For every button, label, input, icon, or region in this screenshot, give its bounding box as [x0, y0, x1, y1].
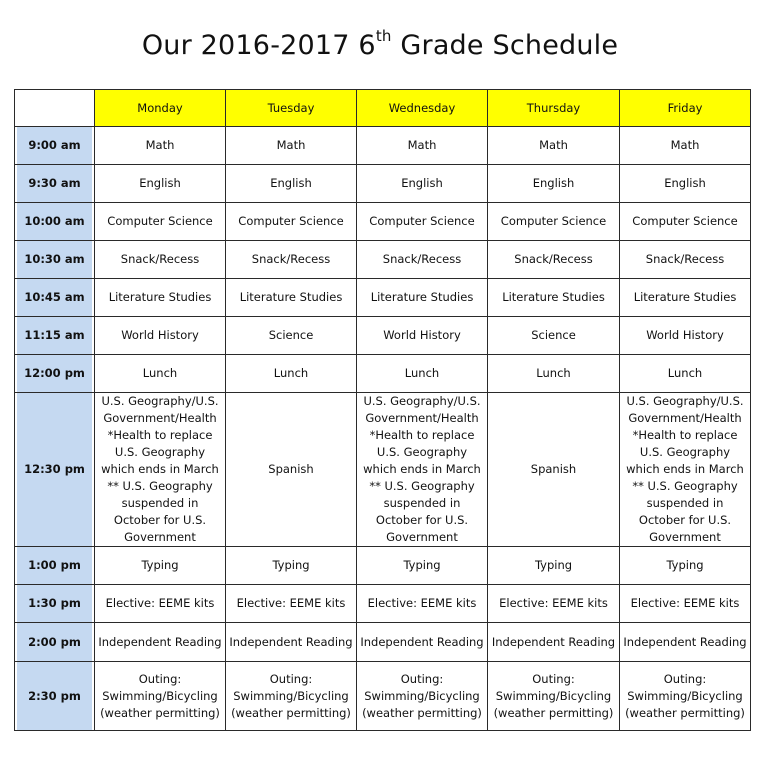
table-cell: Outing: Swimming/Bicycling (weather permitting) [95, 662, 226, 731]
table-row [15, 623, 751, 662]
table-cell: Science [488, 317, 620, 355]
table-cell: Math [226, 127, 357, 165]
table-cell: Elective: EEME kits [95, 585, 226, 623]
time-cell [15, 355, 95, 393]
table-cell: U.S. Geography/U.S. Government/Health *Health to replace U.S. Geography which ends in March ** U.S. Geography suspended in October for U.S. Government [95, 393, 226, 547]
table-cell: Elective: EEME kits [620, 585, 751, 623]
table-cell: Outing: Swimming/Bicycling (weather permitting) [620, 662, 751, 731]
time-cell [15, 165, 95, 203]
table-cell: Elective: EEME kits [226, 585, 357, 623]
table-row [15, 662, 751, 731]
table-cell: U.S. Geography/U.S. Government/Health *Health to replace U.S. Geography which ends in March ** U.S. Geography suspended in October for U.S. Government [620, 393, 751, 547]
title-superscript: th [375, 27, 392, 45]
table-row [15, 165, 751, 203]
time-label: 10:00 am [17, 203, 92, 240]
title-main: Our 2016-2017 6 [141, 30, 376, 61]
table-cell: Typing [620, 547, 751, 585]
day-header: Monday [95, 90, 226, 127]
time-label: 10:45 am [17, 279, 92, 316]
time-label: 2:30 pm [17, 662, 92, 730]
table-cell: Spanish [226, 393, 357, 547]
time-label: 1:30 pm [17, 585, 92, 622]
table-cell: Literature Studies [357, 279, 488, 317]
time-cell [15, 241, 95, 279]
page-title [0, 27, 760, 61]
table-cell: English [226, 165, 357, 203]
time-label: 2:00 pm [17, 623, 92, 661]
time-cell [15, 393, 95, 547]
time-label: 9:00 am [17, 127, 92, 164]
table-cell: Science [226, 317, 357, 355]
table-cell: Outing: Swimming/Bicycling (weather permitting) [488, 662, 620, 731]
table-cell: Literature Studies [226, 279, 357, 317]
table-cell: Snack/Recess [226, 241, 357, 279]
table-cell: English [357, 165, 488, 203]
table-cell: Lunch [357, 355, 488, 393]
table-cell: Math [488, 127, 620, 165]
time-label: 9:30 am [17, 165, 92, 202]
time-cell [15, 623, 95, 662]
table-cell: Math [357, 127, 488, 165]
table-cell: Literature Studies [488, 279, 620, 317]
table-cell: Math [95, 127, 226, 165]
table-cell: World History [357, 317, 488, 355]
table-cell: Independent Reading [620, 623, 751, 662]
time-cell [15, 662, 95, 731]
time-label: 1:00 pm [17, 547, 92, 584]
table-cell: Independent Reading [488, 623, 620, 662]
table-cell: Snack/Recess [620, 241, 751, 279]
table-cell: English [488, 165, 620, 203]
table-cell: Independent Reading [226, 623, 357, 662]
table-cell: Spanish [488, 393, 620, 547]
title-rest: Grade Schedule [391, 30, 619, 61]
time-label: 10:30 am [17, 241, 92, 278]
day-header: Friday [620, 90, 751, 127]
table-row [15, 547, 751, 585]
table-cell: Computer Science [357, 203, 488, 241]
table-cell: Computer Science [226, 203, 357, 241]
table-cell: Typing [95, 547, 226, 585]
table-cell: Independent Reading [357, 623, 488, 662]
table-cell: Literature Studies [95, 279, 226, 317]
day-header-row [15, 90, 751, 127]
table-cell: Computer Science [95, 203, 226, 241]
table-row [15, 355, 751, 393]
time-cell [15, 585, 95, 623]
table-cell: Elective: EEME kits [357, 585, 488, 623]
day-header: Thursday [488, 90, 620, 127]
table-row [15, 585, 751, 623]
table-cell: Elective: EEME kits [488, 585, 620, 623]
table-cell: Snack/Recess [357, 241, 488, 279]
table-cell: U.S. Geography/U.S. Government/Health *Health to replace U.S. Geography which ends in March ** U.S. Geography suspended in October for U.S. Government [357, 393, 488, 547]
table-cell: Independent Reading [95, 623, 226, 662]
table-cell: Typing [488, 547, 620, 585]
table-cell: English [95, 165, 226, 203]
table-cell: World History [95, 317, 226, 355]
table-cell: Outing: Swimming/Bicycling (weather permitting) [226, 662, 357, 731]
table-cell: Typing [357, 547, 488, 585]
time-cell [15, 279, 95, 317]
table-cell: Math [620, 127, 751, 165]
time-cell [15, 203, 95, 241]
time-cell [15, 127, 95, 165]
table-cell: Outing: Swimming/Bicycling (weather permitting) [357, 662, 488, 731]
time-label: 12:00 pm [17, 355, 92, 392]
table-cell: World History [620, 317, 751, 355]
table-cell: Computer Science [620, 203, 751, 241]
table-cell: Lunch [95, 355, 226, 393]
table-cell: Typing [226, 547, 357, 585]
corner-cell [15, 90, 95, 127]
table-cell: Lunch [488, 355, 620, 393]
table-cell: Lunch [620, 355, 751, 393]
schedule-table [14, 89, 751, 731]
table-row [15, 393, 751, 547]
time-label: 11:15 am [17, 317, 92, 354]
table-cell: Snack/Recess [95, 241, 226, 279]
table-cell: Computer Science [488, 203, 620, 241]
time-label: 12:30 pm [17, 393, 92, 546]
table-row [15, 241, 751, 279]
day-header: Wednesday [357, 90, 488, 127]
table-row [15, 127, 751, 165]
table-row [15, 279, 751, 317]
table-row [15, 203, 751, 241]
day-header: Tuesday [226, 90, 357, 127]
table-row [15, 317, 751, 355]
time-cell [15, 317, 95, 355]
table-cell: Lunch [226, 355, 357, 393]
time-cell [15, 547, 95, 585]
table-cell: Snack/Recess [488, 241, 620, 279]
table-cell: Literature Studies [620, 279, 751, 317]
table-cell: English [620, 165, 751, 203]
